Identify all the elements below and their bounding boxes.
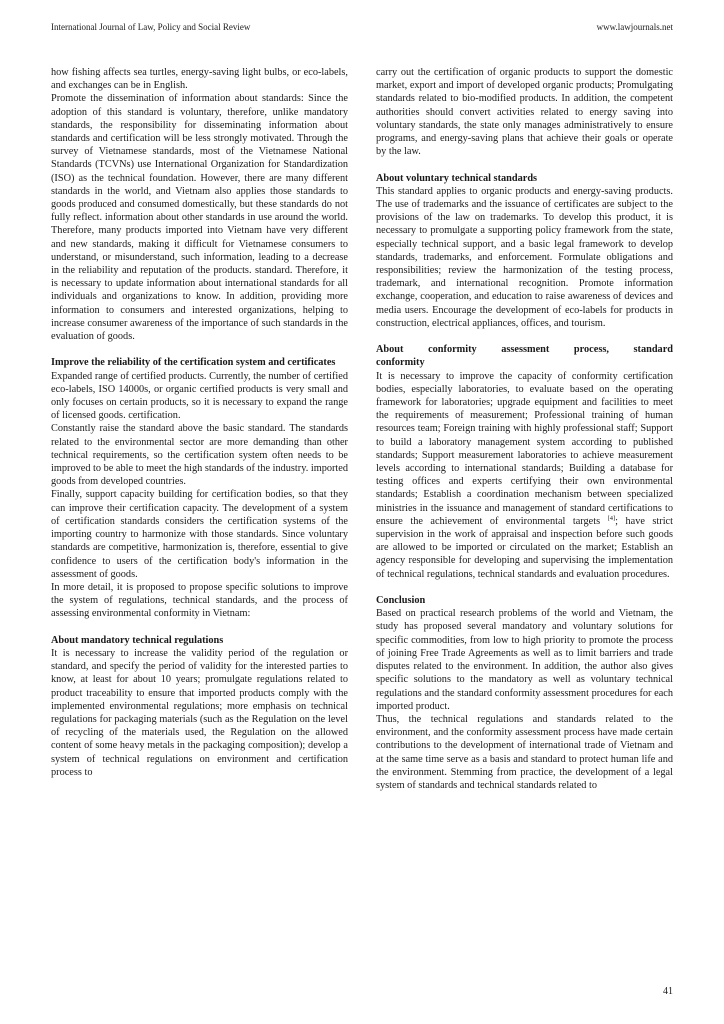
section-heading-certification: Improve the reliability of the certification system and certificates bbox=[51, 357, 336, 369]
paragraph: Finally, support capacity building for certification bodies, so that they can improve their certification capacity. The development of a system of certification standards considers the certification systems of the importing country to harmonize with those standards. Since voluntary standards are competitive, harmonization is, therefore, essential to give confidence to users of the certification body's information in the assessment of goods. bbox=[51, 489, 348, 580]
left-column bbox=[51, 66, 348, 779]
section-heading-voluntary-standards: About voluntary technical standards bbox=[376, 172, 538, 184]
journal-title: International Journal of Law, Policy and Social Review bbox=[51, 22, 251, 32]
paragraph: carry out the certification of organic products to support the domestic market, export and import of developed organic products; Promulgating standards related to bio-modified products. In addition, the competent authorities should convert activities related to energy saving into voluntary standards, the state only manages administratively to ensure programs, and energy-saving plans that achieve their goals or operate by the law. bbox=[376, 67, 673, 158]
paragraph-text: ; have strict supervision in the work of appraisal and inspection before such goods are allowed to be imported or circulated on the market; Establish an agency responsible for developing and supervising the implementation of technical regulations, technical standards and evaluation procedures. bbox=[376, 515, 673, 580]
journal-website: www.lawjournals.net bbox=[596, 22, 673, 32]
section-heading-conclusion: Conclusion bbox=[376, 595, 426, 607]
right-column bbox=[376, 66, 673, 792]
paragraph: Constantly raise the standard above the basic standard. The standards related to the environmental sector are more demanding than other technical requirements, so the certification system often needs to be improved to be able to meet the high standards of the industry. imported goods from developed countries. bbox=[51, 423, 349, 488]
paragraph: Based on practical research problems of the world and Vietnam, the study has proposed several mandatory and voluntary solutions for specific commodities, from low to high priority to promote the process of joining Free Trade Agreements as well as to limit barriers and trade disputes related to the environment. In addition, the author also gives specific solutions to the mandatory as well as voluntary technical regulations and the standard conformity assessment procedures for each imported product. bbox=[376, 608, 673, 712]
citation-ref: [4] bbox=[607, 514, 616, 522]
paragraph: Thus, the technical regulations and standards related to the environment, and the conformity assessment process have made certain contributions to the development of international trade of Vietnam and at the same time serve as a basis and standard to protect human life and the environment. Stemming from practice, the development of a legal system of standards and technical standards related to bbox=[376, 713, 673, 791]
page-number: 41 bbox=[663, 986, 673, 997]
section-heading-mandatory-regulations: About mandatory technical regulations bbox=[51, 634, 224, 646]
paragraph: Expanded range of certified products. Currently, the number of certified eco-labels, ISO 14000s, or organic certified products is very small and only focuses on certain products, so it is necessary to expand the range of licensed goods. certification. bbox=[51, 370, 348, 422]
paragraph bbox=[376, 370, 673, 581]
paragraph: It is necessary to increase the validity period of the regulation or standard, and specify the period of validity for the interested parties to know, at least for about 10 years; promulgate regulations related to product traceability to ensure that imported products comply with the implemented environmental regulations; more emphasis on technical regulations for packaging materials (such as the Regulation on the level of recycling of the materials used, the Regulation on the allowed content of some heavy metals in the packaging composition); develop a system of technical regulations on environment and certification process to bbox=[51, 647, 348, 778]
paragraph: how fishing affects sea turtles, energy-saving light bulbs, or eco-labels, and exchanges can be in English. bbox=[51, 67, 348, 92]
paragraph: Promote the dissemination of information about standards: Since the adoption of this standard is voluntary, therefore, unlike mandatory standards, the responsibility for disseminating information about standards and certification will be less strongly motivated. Through the survey of Vietnamese standards, most of the Vietnamese National Standards (TCVNs) use International Organization for Standardization (ISO) as the technical foundation. However, there are many different standards in the world, and Vietnam also applies those standards to goods produced and consumed domestically, but these standards do not fully reflect. information about other standards in use around the world. Therefore, many products imported into Vietnam have very different and new standards, making it difficult for Vietnamese consumers to understand, or misunderstand, such information, leading to a decrease in the reliability and reputation of the products. standard. Therefore, it is necessary to update information about international standards for all individuals and organizations to know. In addition, providing more information to consumers and interested organizations, helping to increase consumer awareness of the importance of such standards in the evaluation of goods. bbox=[51, 93, 348, 343]
paragraph: In more detail, it is proposed to propose specific solutions to improve the system of regulations, technical standards, and the process of assessing environmental conformity in Vietnam: bbox=[51, 581, 348, 620]
section-heading-conformity-line1: About conformity assessment process, standard bbox=[376, 344, 673, 356]
paragraph-text: It is necessary to improve the capacity of conformity certification bodies, especially laboratories, to evaluate based on the operating framework for laboratories; upgrade equipment and facilities to meet the requirements of measurement; Professional training of human resources team; Foreign training with highly professional staff; Support to build a laboratory management system according to published standards; Support measurement laboratories to achieve measurement levels according to international standards; Building a database for testing offices and experts certifying their own environmental standards; Establish a coordination mechanism between specialized ministries in the issuance and management of standard certifications to ensure the achievement of environmental targets bbox=[376, 370, 673, 527]
paragraph: This standard applies to organic products and energy-saving products. The use of trademarks and the issuance of certificates are subject to the provisions of the law on trademarks. To develop this product, it is necessary to promulgate a supporting policy framework from the state, especially technical support, and a basic legal framework to develop standards, trademarks, and enforcement. Formulate obligations and responsibilities; review the harmonization of the testing process, trademark, and international recognition. Promote information exchange, cooperation, and education to raise awareness of devices and media users. Encourage the development of eco-labels for products in construction, electrical appliances, offices, and tourism. bbox=[376, 185, 673, 329]
section-heading-conformity-line2: conformity bbox=[376, 357, 425, 369]
